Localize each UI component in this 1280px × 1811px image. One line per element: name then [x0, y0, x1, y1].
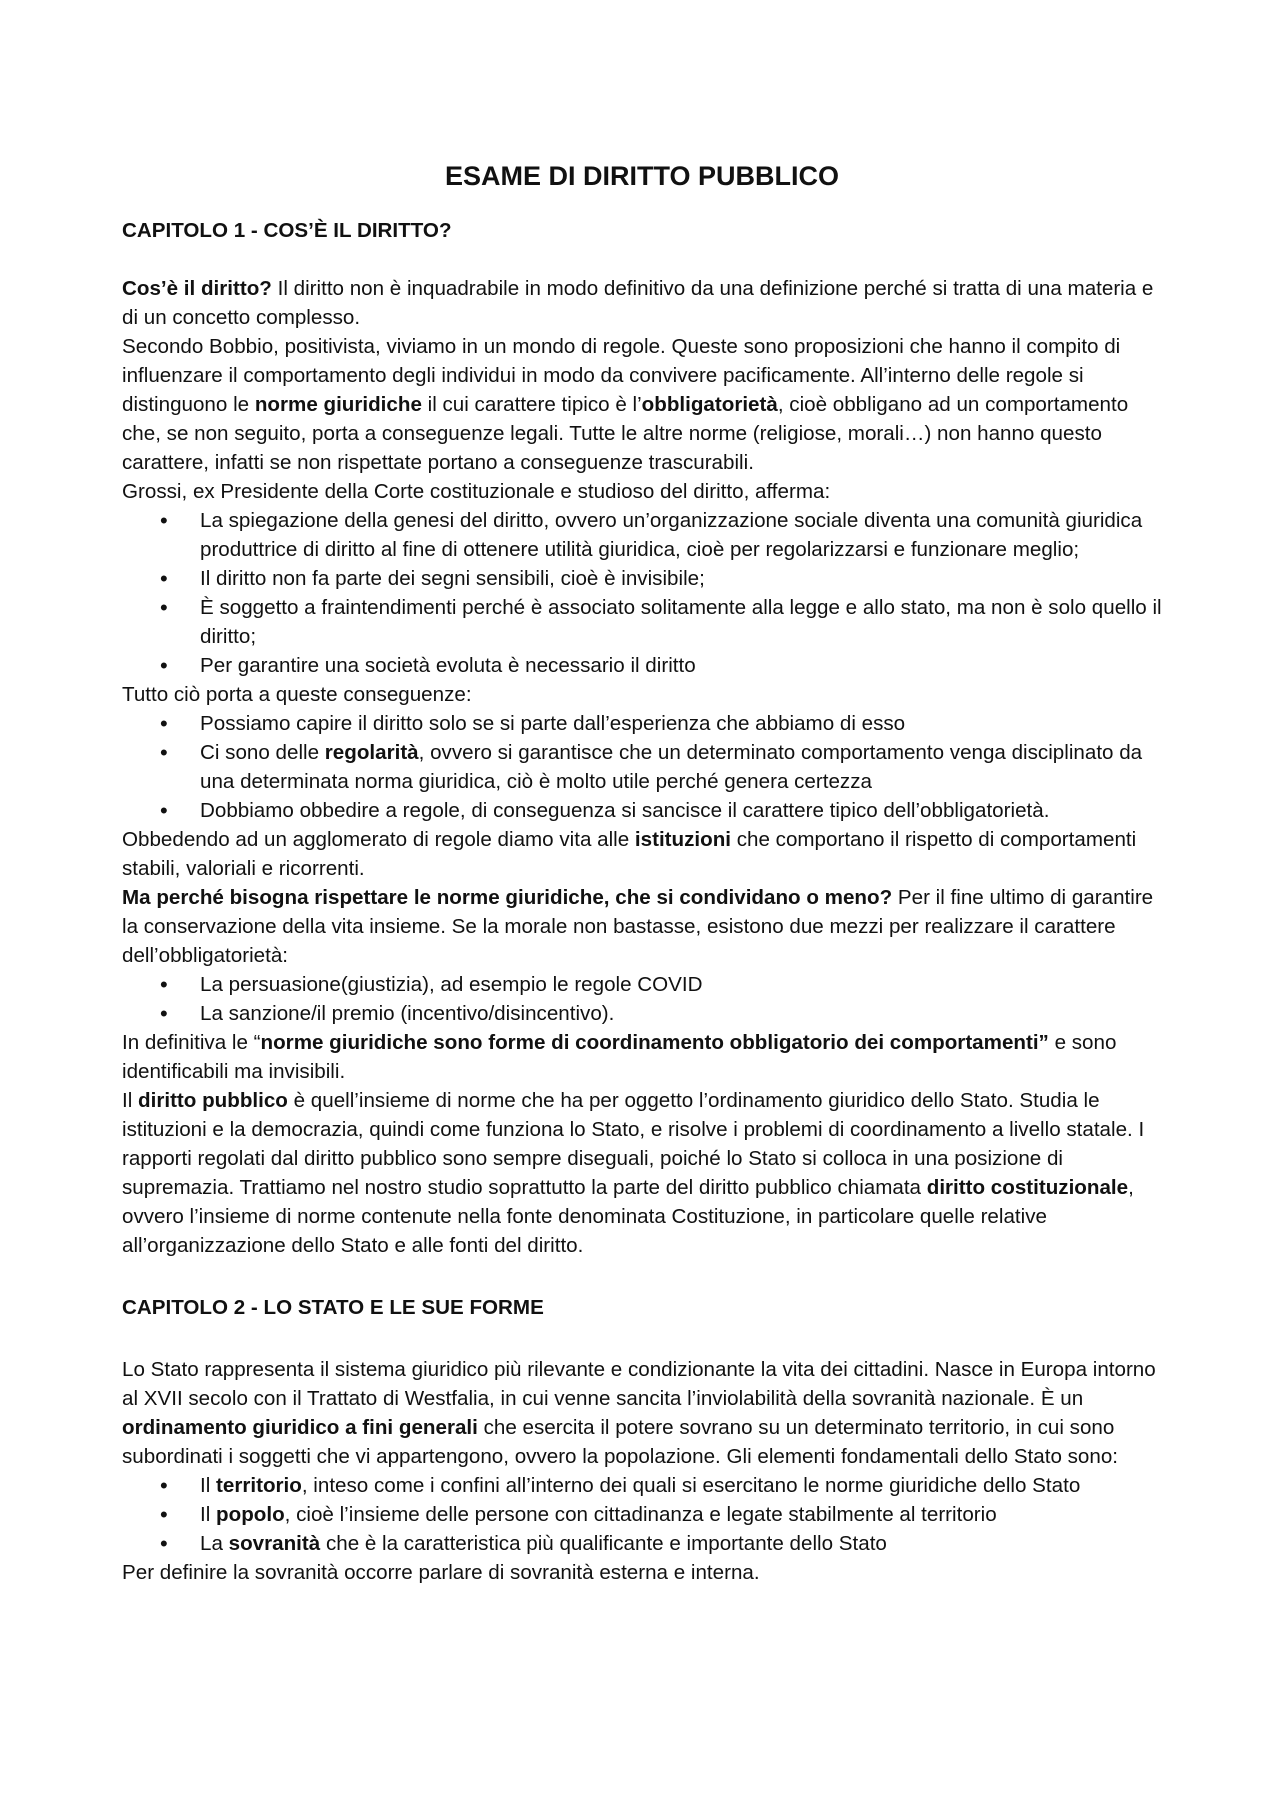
chapter-1-heading: CAPITOLO 1 - COS’È IL DIRITTO? [122, 219, 452, 242]
ch1-paragraph-4: Tutto ciò porta a queste conseguenze: [122, 683, 472, 706]
list-item [200, 1500, 1162, 1529]
list-item: • La sanzione/il premio (incentivo/disincentivo). [200, 999, 1162, 1028]
ch2-p1-b1: ordinamento giuridico a fini generali [122, 1416, 478, 1439]
ch1-p5-b1: istituzioni [634, 828, 731, 851]
list-item: • Dobbiamo obbedire a regole, di conseguenza si sancisce il carattere tipico dell’obbligatorietà. [200, 796, 1162, 825]
list-item [200, 1529, 1162, 1558]
document-title: ESAME DI DIRITTO PUBBLICO [444, 161, 840, 191]
li-text: Ci sono delle [200, 741, 325, 764]
list-item: • È soggetto a fraintendimenti perché è associato solitamente alla legge e allo stato, ma non è solo quello il diritto; [200, 593, 1162, 651]
ch1-p7-t1: In definitiva le “ [122, 1031, 261, 1054]
list-item [200, 738, 1162, 796]
list-item: • La spiegazione della genesi del diritto, ovvero un’organizzazione sociale diventa una comunità giuridica produttrice di diritto al fine di ottenere utilità giuridica, cioè per regolarizzarsi e funzionare meglio; [200, 506, 1162, 564]
ch2-p1-t2: che esercita il potere sovrano su un determinato territorio, in cui sono subordinati i soggetti che vi appartengono, ovvero la popolazione. Gli elementi fondamentali dello Stato sono: [122, 1416, 1119, 1468]
li-bold: popolo [216, 1503, 285, 1526]
ch1-paragraph-2 [122, 332, 1162, 477]
ch1-p8-b1: diritto pubblico [138, 1089, 288, 1112]
ch1-paragraph-3: Grossi, ex Presidente della Corte costituzionale e studioso del diritto, afferma: [122, 480, 831, 503]
ch1-p1-text: Il diritto non è inquadrabile in modo definitivo da una definizione perché si tratta di una materia e di un concetto complesso. [122, 277, 1154, 329]
ch1-list-3 [122, 970, 1162, 1028]
ch1-paragraph-5 [122, 825, 1162, 883]
li-text: , cioè l’insieme delle persone con cittadinanza e legate stabilmente al territorio [284, 1503, 997, 1526]
ch2-list [122, 1471, 1162, 1558]
li-text: Il [200, 1474, 217, 1497]
list-item: • Per garantire una società evoluta è necessario il diritto [200, 651, 1162, 680]
ch1-list-2 [122, 709, 1162, 825]
ch1-p1-lead: Cos’è il diritto? [122, 277, 272, 300]
document-page [122, 150, 1162, 1587]
spacer [122, 1322, 1162, 1355]
list-item: • Possiamo capire il diritto solo se si parte dall’esperienza che abbiamo di esso [200, 709, 1162, 738]
ch1-p7-t2: e sono identificabili ma invisibili. [122, 1031, 1117, 1083]
chapter-2-heading: CAPITOLO 2 - LO STATO E LE SUE FORME [122, 1296, 544, 1319]
list-item [200, 1471, 1162, 1500]
ch1-paragraph-8 [122, 1086, 1162, 1260]
li-bold: sovranità [228, 1532, 321, 1555]
ch1-paragraph-6 [122, 883, 1162, 970]
ch2-p1-t1: Lo Stato rappresenta il sistema giuridico più rilevante e condizionante la vita dei cittadini. Nasce in Europa intorno al XVII secolo con il Trattato di Westfalia, in cui venne sancita l’inviolabilità della sovranità nazionale. È un [122, 1358, 1156, 1410]
ch2-paragraph-2: Per definire la sovranità occorre parlare di sovranità esterna e interna. [122, 1561, 760, 1584]
ch1-p7-b1: norme giuridiche sono forme di coordinamento obbligatorio dei comportamenti” [260, 1031, 1049, 1054]
ch2-paragraph-1 [122, 1355, 1162, 1471]
ch1-paragraph-7 [122, 1028, 1162, 1086]
li-bold: territorio [216, 1474, 302, 1497]
list-item: • La persuasione(giustizia), ad esempio le regole COVID [200, 970, 1162, 999]
ch1-p2-t3: , cioè obbligano ad un comportamento che, se non seguito, porta a conseguenze legali. Tutte le altre norme (religiose, morali…) non hanno questo carattere, infatti se non rispettate portano a conseguenze trascurabili. [122, 393, 1129, 474]
ch1-p6-lead: Ma perché bisogna rispettare le norme giuridiche, che si condividano o meno? [122, 886, 893, 909]
list-item: • Il diritto non fa parte dei segni sensibili, cioè è invisibile; [200, 564, 1162, 593]
spacer [122, 245, 1162, 274]
ch1-p2-b2: obbligatorietà [641, 393, 778, 416]
li-text: Il [200, 1503, 217, 1526]
ch1-p5-t2: che comportano il rispetto di comportamenti stabili, valoriali e ricorrenti. [122, 828, 1137, 880]
li-text: , ovvero si garantisce che un determinato comportamento venga disciplinato da una determinata norma giuridica, ciò è molto utile perché genera certezza [200, 741, 1143, 793]
ch1-p8-b2: diritto costituzionale [926, 1176, 1129, 1199]
li-text: che è la caratteristica più qualificante e importante dello Stato [320, 1532, 887, 1555]
ch1-p8-t2: è quell’insieme di norme che ha per oggetto l’ordinamento giuridico dello Stato. Studia le istituzioni e la democrazia, quindi come funziona lo Stato, e risolve i problemi di coordinamento a livello statale. I rapporti regolati dal diritto pubblico sono sempre diseguali, poiché lo Stato si colloca in una posizione di supremazia. Trattiamo nel nostro studio soprattutto la parte del diritto pubblico chiamata [122, 1089, 1145, 1199]
ch1-p2-t1: Secondo Bobbio, positivista, viviamo in un mondo di regole. Queste sono proposizioni che hanno il compito di influenzare il comportamento degli individui in modo da convivere pacificamente. All’interno delle regole si distinguono le [122, 335, 1121, 416]
spacer [122, 1260, 1162, 1293]
li-text: , inteso come i confini all’interno dei quali si esercitano le norme giuridiche dello Stato [301, 1474, 1081, 1497]
ch1-p2-b1: norme giuridiche [254, 393, 422, 416]
ch1-p8-t1: Il [122, 1089, 139, 1112]
ch1-p2-t2: il cui carattere tipico è l’ [421, 393, 642, 416]
ch1-p8-t3: , ovvero l’insieme di norme contenute nella fonte denominata Costituzione, in particolare quelle relative all’organizzazione dello Stato e alle fonti del diritto. [122, 1176, 1134, 1257]
ch1-p6-text: Per il fine ultimo di garantire la conservazione della vita insieme. Se la morale non bastasse, esistono due mezzi per realizzare il carattere dell’obbligatorietà: [122, 886, 1154, 967]
li-bold: regolarità [324, 741, 419, 764]
li-text: La [200, 1532, 229, 1555]
ch1-p5-t1: Obbedendo ad un agglomerato di regole diamo vita alle [122, 828, 635, 851]
ch1-paragraph-1 [122, 274, 1162, 332]
ch1-list-1 [122, 506, 1162, 680]
